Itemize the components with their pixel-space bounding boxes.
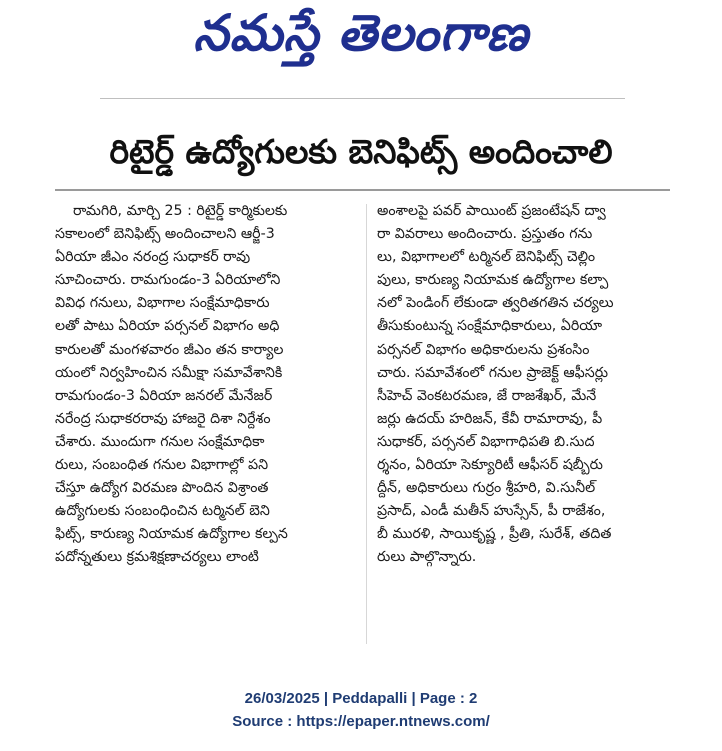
headline: రిటైర్డ్ ఉద్యోగులకు బెనిఫిట్స్ అందించాలి: [109, 132, 613, 171]
article-line: లు, విభాగాలలో టర్మినల్ బెనిఫిట్స్ చెల్లిం: [377, 249, 596, 266]
footer-source-link[interactable]: Source : https://epaper.ntnews.com/: [232, 713, 490, 730]
article-line: రులు, సంబంధిత గనుల విభాగాల్లో పని: [55, 457, 269, 474]
article-line: ర్శనం, ఏరియా సెక్యూరిటీ ఆఫీసర్ షబ్బీరు: [377, 457, 603, 474]
article-line: ద్దీన్, అధికారులు గుర్రం శ్రీహరి, వి.సునీల్: [377, 480, 596, 497]
article-line: చేస్తూ ఉద్యోగ విరమణ పొందిన విశ్రాంత: [55, 480, 269, 497]
column-divider: [366, 204, 367, 644]
article-line: పదోన్నతులు క్రమశిక్షణాచర్యలు లాంటి: [55, 549, 259, 566]
article-line: ఏరియా జీఎం నరంద్ర సుధాకర్ రావు: [55, 249, 251, 266]
article-body: [55, 200, 675, 660]
article-line: రామగిరి, మార్చి 25 : రిటైర్డ్ కార్మికులకు: [73, 203, 288, 219]
article-line: చారు. సమావేశంలో గనుల ప్రాజెక్ట్ ఆఫీసర్లు: [377, 364, 609, 381]
article-line: వివిధ గనులు, విభాగాల సంక్షేమాధికారు: [55, 295, 270, 312]
article-right-column: [377, 200, 673, 570]
article-line: సుధాకర్, పర్సనల్ విభాగాధిపతి బి.సుద: [377, 433, 595, 450]
article-line: నరేంద్ర సుధాకరరావు హాజరై దిశా నిర్దేశం: [55, 410, 271, 427]
article-line: రా వివరాలు అందించారు. ప్రస్తుతం గను: [377, 226, 593, 243]
masthead-divider: [100, 98, 625, 99]
article-line: జర్లు ఉదయ్ హరిజన్, కేవీ రామారావు, పీ: [377, 410, 603, 427]
article-line: సకాలంలో బెనిఫిట్స్ అందించాలని ఆర్జీ-3: [55, 226, 275, 243]
article-line: యంలో నిర్వహించిన సమీక్షా సమావేశానికి: [55, 364, 283, 381]
article-line: ఫిట్స్, కారుణ్య నియామక ఉద్యోగాల కల్పన: [55, 526, 288, 543]
article-line: లతో పాటు ఏరియా పర్సనల్ విభాగం అధి: [55, 318, 280, 335]
article-line: సీహెచ్ వెంకటరమణ, జే రాజశేఖర్, మేనే: [377, 387, 597, 404]
article-line: నలో పెండింగ్ లేకుండా త్వరితగతిన చర్యలు: [377, 295, 614, 312]
masthead: [0, 0, 722, 80]
article-line: ప్రసాద్, ఎండీ మతీన్ హుస్సేన్, పీ రాజేశం,: [377, 503, 606, 520]
article-line: కారులతో మంగళవారం జీఎం తన కార్యాల: [55, 341, 284, 358]
article-line: పులు, కారుణ్య నియామక ఉద్యోగాల కల్పా: [377, 272, 609, 289]
article-line: చేశారు. ముందుగా గనుల సంక్షేమాధికా: [55, 433, 265, 450]
article-line: పర్సనల్ విభాగం అధికారులను ప్రశంసిం: [377, 341, 590, 358]
article-line: తీసుకుంటున్న సంక్షేమాధికారులు, ఏరియా: [377, 318, 603, 335]
article-line: అంశాలపై పవర్ పాయింట్ ప్రజంటేషన్ ద్వా: [377, 203, 606, 219]
article-line: సూచించారు. రామగుండం-3 ఏరియాలోని: [55, 272, 281, 289]
footer-date-page: 26/03/2025 | Peddapalli | Page : 2: [244, 690, 478, 707]
article-line: ఉద్యోగులకు సంబంధించిన టర్మినల్ బెని: [55, 503, 270, 520]
article-left-column: [55, 200, 351, 570]
article-line: రులు పాల్గొన్నారు.: [377, 549, 477, 566]
headline-divider: [55, 189, 670, 191]
article-line: రామగుండం-3 ఏరియా జనరల్ మేనేజర్: [55, 387, 273, 404]
article-line: బీ మురళి, సాయికృష్ణ , ప్రీతి, సురేశ్, తదిత: [377, 526, 612, 543]
newspaper-logo: నమస్తే తెలంగాణ: [193, 4, 529, 62]
